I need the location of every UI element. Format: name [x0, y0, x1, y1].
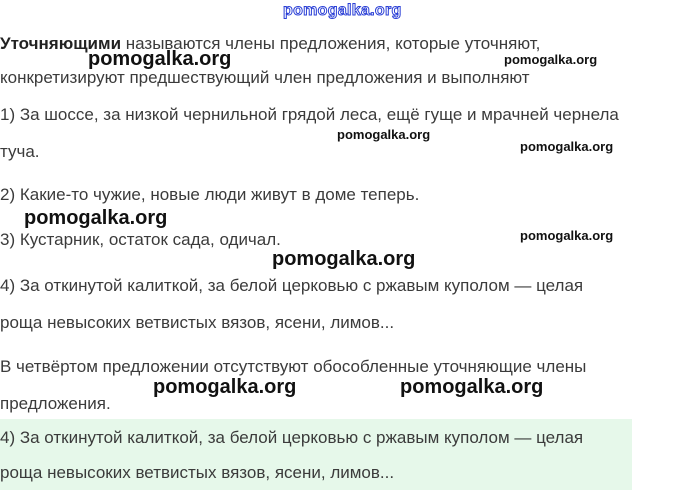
watermark: pomogalka.org [504, 52, 598, 67]
watermark-top: pomogalka.org [283, 2, 402, 19]
conclusion-line-1: В четвёртом предложении отсутствуют обособленные уточняющие члены [0, 357, 587, 376]
sentence-4-line-1: 4) За откинутой калиткой, за белой церковью с ржавым куполом — целая [0, 276, 584, 295]
sentence-2: 2) Какие-то чужие, новые люди живут в доме теперь. [0, 185, 420, 204]
watermark: pomogalka.org [520, 139, 614, 154]
intro-text: называются члены предложения, которые уточняют, [121, 34, 541, 53]
answer-line-1: 4) За откинутой калиткой, за белой церковью с ржавым куполом — целая [0, 428, 584, 447]
conclusion-line-2: предложения. [0, 394, 111, 413]
answer-line-2: роща невысоких ветвистых вязов, ясени, лимов... [0, 463, 395, 482]
watermark: pomogalka.org [337, 127, 431, 142]
watermark: pomogalka.org [24, 207, 168, 229]
watermark: pomogalka.org [272, 248, 416, 270]
sentence-4-line-2: роща невысоких ветвистых вязов, ясени, лимов... [0, 313, 395, 332]
sentence-3: 3) Кустарник, остаток сада, одичал. [0, 230, 281, 249]
watermark: pomogalka.org [88, 48, 232, 70]
intro-line-2: конкретизируют предшествующий член предложения и выполняют [0, 68, 530, 87]
watermark: pomogalka.org [520, 228, 614, 243]
sentence-1-line-1: 1) За шоссе, за низкой чернильной грядой леса, ещё гуще и мрачней чернела [0, 105, 619, 124]
intro-line-1 [0, 33, 540, 55]
watermark: pomogalka.org [153, 376, 297, 398]
watermark: pomogalka.org [400, 376, 544, 398]
sentence-1-line-2: туча. [0, 142, 40, 161]
intro-term: Уточняющими [0, 34, 122, 53]
